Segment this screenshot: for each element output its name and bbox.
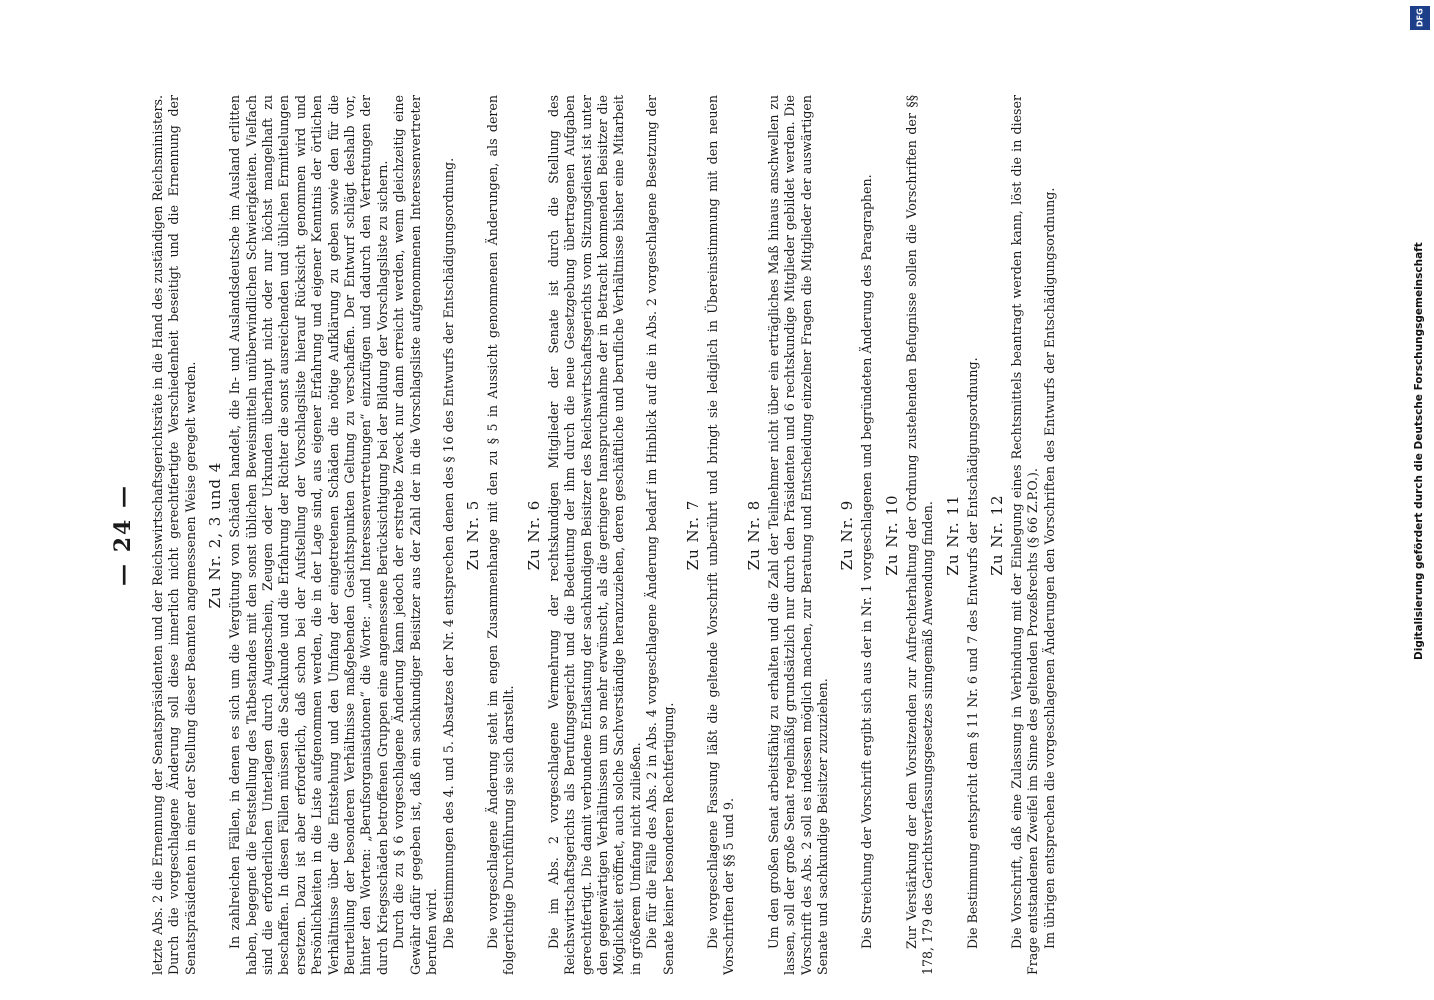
rotated-page (110, 95, 1290, 975)
paragraph: Die Vorschrift, daß eine Zulassung in Verbindung mit der Einlegung eines Rechtsmittels beantragt werden kann, löst die in dieser Frage entstandenen Zweifel im Sinne des geltenden Prozeßrechts (§ 66 Z.P.O.). (1009, 95, 1041, 975)
page-number: — 24 — (110, 484, 136, 586)
paragraph: Die Streichung der Vorschrift ergibt sich aus der in Nr. 1 vorgeschlagenen und begründeten Änderung des Paragraphen. (859, 174, 875, 949)
section-heading: Zu Nr. 2, 3 und 4 (206, 461, 225, 609)
section-heading: Zu Nr. 6 (524, 499, 543, 571)
body-text (150, 95, 1290, 975)
digitization-note-text: Digitalisierung gefördert durch die Deutsche Forschungsgemeinschaft (1413, 242, 1425, 660)
paragraph: Durch die zu § 6 vorgeschlagene Änderung kann jedoch der erstrebte Zweck nur dann erreicht werden, wenn gleichzeitig eine Gewähr dafür gegeben ist, daß ein sachkundiger Beisitzer aus der Zahl der in die Vorschlagsliste aufgenommenen Interessenvertreter berufen wird. (391, 95, 440, 975)
section-heading: Zu Nr. 7 (683, 499, 702, 571)
paragraph: In zahlreichen Fällen, in denen es sich um die Vergütung von Schäden handelt, die In- und Auslandsdeutsche im Ausland erlitten haben, begegnet die Feststellung des Tatbestandes mit den sonst üblichen Beweismitteln unüberwindlichen Schwierigkeiten. Vielfach sind die erforderlichen Unterlagen durch Augenschein, Zeugen oder Urkunden überhaupt nicht oder nur höchst mangelhaft zu beschaffen. In diesen Fällen müssen die Sachkunde und die Erfahrung der Richter die sonst ausreichenden und üblichen Ermittelungen ersetzen. Dazu ist aber erforderlich, daß schon bei der Aufstellung der Vorschlagsliste hierauf Rücksicht genommen wird und Persönlichkeiten in die Liste aufgenommen werden, die in der Lage sind, aus eigener Erfahrung und eigener Kenntnis der örtlichen Verhältnisse über die Entstehung und den Umfang der eingetretenen Schäden die nötige Aufklärung zu geben sowie den für die Beurteilung der besonderen Verhältnisse maßgebenden Gesichtspunkten Geltung zu verschaffen. Der Entwurf schlägt deshalb vor, hinter den Worten: „Berufsorganisationen“ die Worte: „und Interessenvertretungen“ einzufügen und dadurch den Vertretungen der durch Kriegsschäden betroffenen Gruppen eine angemessene Berücksichtigung bei der Bildung der Vorschlagsliste zu sichern. (227, 95, 390, 975)
paragraph: Zur Verstärkung der dem Vorsitzenden zur Aufrechterhaltung der Ordnung zustehenden Befugnisse sollen die Vorschriften der §§ 178, 179 des Gerichtsverfassungsgesetzes sinngemäß Anwendung finden. (903, 95, 936, 975)
paragraph: Die für die Fälle des Abs. 2 in Abs. 4 vorgeschlagene Änderung bedarf im Hinblick auf die in Abs. 2 vorgeschlagene Besetzung der Senate keiner besonderen Rechtfertigung. (644, 95, 676, 975)
digitization-note (1408, 40, 1430, 660)
section-heading: Zu Nr. 9 (838, 499, 857, 571)
paragraph: Die im Abs. 2 vorgeschlagene Vermehrung der rechtskundigen Mitglieder der Senate ist durch die Stellung des Reichswirtschaftsgerichts als Berufungsgericht und die Bedeutung der ihm durch die neue Gesetzgebung übertragenen Aufgaben gerechtfertigt. Die damit verbundene Entlastung der sachkundigen Beisitzer des Reichswirtschaftsgerichts vom Sitzungsdienst ist unter den gegenwärtigen Verhältnissen um so mehr erwünscht, als die geringere Inanspruchnahme der in Betracht kommenden Beisitzer die Möglichkeit eröffnet, auch solche Sachverständige heranzuziehen, deren geschäftliche und berufliche Verhältnisse bisher eine Mitarbeit in größerem Umfang nicht zuließen. (545, 95, 643, 975)
section-heading: Zu Nr. 5 (463, 499, 482, 571)
section-heading: Zu Nr. 8 (744, 499, 763, 571)
paragraph: Die vorgeschlagene Fassung läßt die geltende Vorschrift unberührt und bringt sie lediglich in Übereinstimmung mit den neuen Vorschriften der §§ 5 und 9. (704, 95, 737, 975)
paragraph: Die Bestimmung entspricht dem § 11 Nr. 6 und 7 des Entwurfs der Entschädigungsordnung. (964, 357, 980, 949)
paragraph: Um den großen Senat arbeitsfähig zu erhalten und die Zahl der Teilnehmer nicht über ein erträgliches Maß hinaus anschwellen zu lassen, soll der große Senat regelmäßig grundsätzlich nur durch den Präsidenten und 6 rechtskundige Mitglieder gebildet werden. Die Vorschrift des Abs. 2 soll es indessen möglich machen, zur Beratung und Entscheidung einzelner Fragen die Mitglieder der auswärtigen Senate und sachkundige Beisitzer zuzuziehen. (765, 95, 830, 975)
paragraph: Die Bestimmungen des 4. und 5. Absatzes der Nr. 4 entsprechen denen des § 16 des Entwurfs der Entschädigungsordnung. (440, 157, 456, 949)
sections-container (150, 95, 1058, 975)
section-heading: Zu Nr. 10 (882, 494, 901, 576)
paragraph: letzte Abs. 2 die Ernennung der Senatspräsidenten und der Reichswirtschaftsgerichtsräte in die Hand des zuständigen Reichsministers. Durch die vorgeschlagene Änderung soll diese innerlich nicht gerechtfertigte Verschiedenheit beseitigt und die Ernennung der Senatspräsidenten in einer der Stellung dieser Beamten angemessenen Weise geregelt werden. (150, 95, 198, 975)
dfg-logo: DFG (1410, 6, 1430, 30)
paragraph: Die vorgeschlagene Änderung steht im engen Zusammenhange mit den zu § 5 in Aussicht genommenen Änderungen, als deren folgerichtige Durchführung sie sich darstellt. (484, 95, 517, 975)
paragraph: Im übrigen entsprechen die vorgeschlagenen Änderungen den Vorschriften des Entwurfs der Entschädigungsordnung. (1041, 187, 1057, 949)
section-heading: Zu Nr. 11 (943, 494, 962, 576)
section-heading: Zu Nr. 12 (988, 494, 1007, 576)
